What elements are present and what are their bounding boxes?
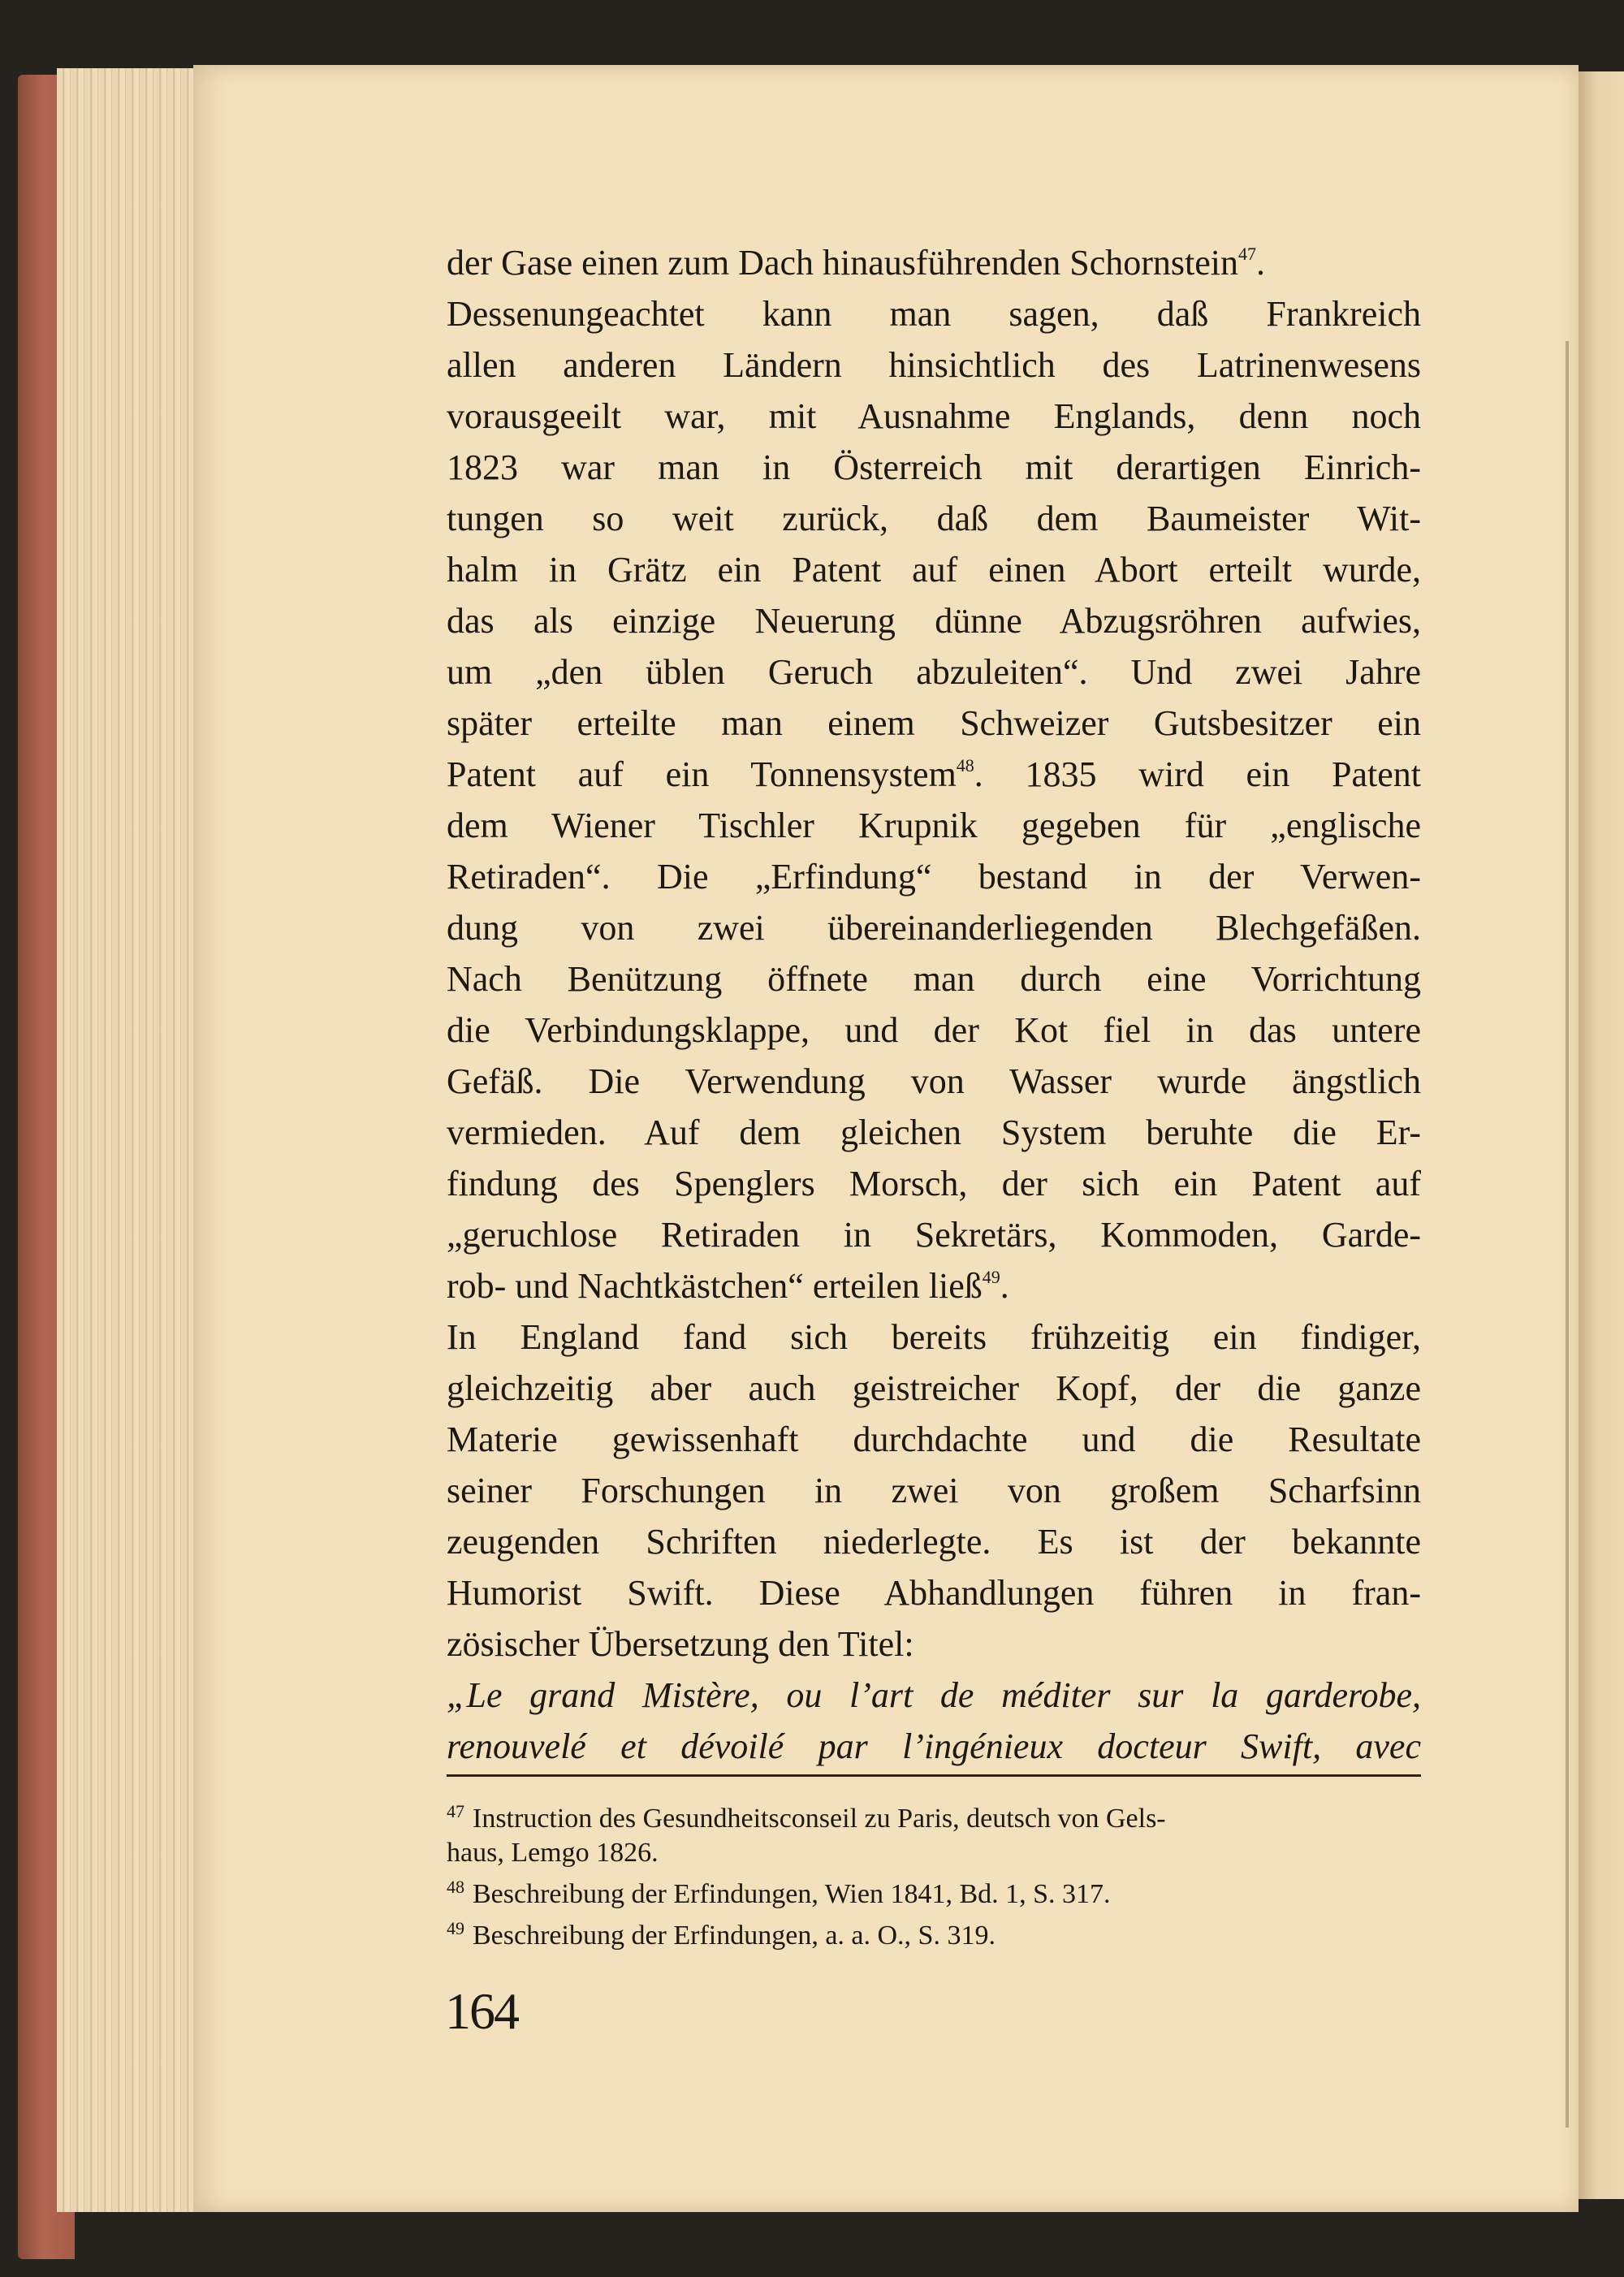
text-line: der Gase einen zum Dach hinausführenden Schornstein$^{47}$. xyxy=(447,243,1266,283)
text-line: Humorist Swift. Diese Abhandlungen führen in fran- xyxy=(447,1573,1421,1613)
footnote-line: $^{48}$ Beschreibung der Erfindungen, Wien 1841, Bd. 1, S. 317. xyxy=(447,1877,1111,1909)
footnote-reference: 47 xyxy=(1238,244,1257,264)
footnote-number: 47 xyxy=(447,1801,464,1821)
text-line: „geruchlose Retiraden in Sekretärs, Kommoden, Garde- xyxy=(447,1215,1421,1255)
text-line: dem Wiener Tischler Krupnik gegeben für „englische xyxy=(447,806,1421,845)
text-line: vermieden. Auf dem gleichen System beruhte die Er- xyxy=(447,1113,1421,1152)
text-line: „Le grand Mistère, ou l’art de méditer sur la garderobe, xyxy=(447,1675,1421,1715)
footnote-reference: 49 xyxy=(982,1267,1000,1287)
text-line: vorausgeeilt war, mit Ausnahme Englands, denn noch xyxy=(447,396,1421,436)
text-line: später erteilte man einem Schweizer Gutsbesitzer ein xyxy=(447,703,1421,743)
text-line: zösischer Übersetzung den Titel: xyxy=(447,1624,914,1664)
text-line: 1823 war man in Österreich mit derartigen Einrich- xyxy=(447,447,1421,487)
text-line: zeugenden Schriften niederlegte. Es ist der bekannte xyxy=(447,1522,1421,1562)
body-text xyxy=(447,237,1421,1772)
text-line: allen anderen Ländern hinsichtlich des Latrinenwesens xyxy=(447,345,1421,385)
gutter-shadow xyxy=(1566,341,1569,2128)
text-line: Retiraden“. Die „Erfindung“ bestand in der Verwen- xyxy=(447,857,1421,897)
page-number: 164 xyxy=(445,1982,518,2040)
text-line: Materie gewissenhaft durchdachte und die Resultate xyxy=(447,1419,1421,1459)
text-line: dung von zwei übereinanderliegenden Blechgefäßen. xyxy=(447,908,1421,948)
footnote-line: $^{49}$ Beschreibung der Erfindungen, a. a. O., S. 319. xyxy=(447,1918,996,1951)
text-line: In England fand sich bereits frühzeitig ein findiger, xyxy=(447,1317,1421,1357)
text-line: findung des Spenglers Morsch, der sich ein Patent auf xyxy=(447,1164,1421,1203)
text-line: Gefäß. Die Verwendung von Wasser wurde ängstlich xyxy=(447,1061,1421,1101)
text-line: die Verbindungsklappe, und der Kot fiel in das untere xyxy=(447,1010,1421,1050)
page-edges xyxy=(57,68,195,2212)
text-line: rob- und Nachtkästchen“ erteilen ließ$^{49}$. xyxy=(447,1266,1009,1306)
footnote-number: 49 xyxy=(447,1918,464,1938)
text-line: Nach Benützung öffnete man durch eine Vorrichtung xyxy=(447,959,1421,999)
footnote-line: $^{47}$ Instruction des Gesundheitsconseil zu Paris, deutsch von Gels- xyxy=(447,1801,1166,1834)
facing-page-edge xyxy=(1579,71,1624,2199)
text-line: Dessenungeachtet kann man sagen, daß Frankreich xyxy=(447,294,1421,334)
text-line: seiner Forschungen in zwei von großem Scharfsinn xyxy=(447,1471,1421,1510)
footnotes xyxy=(447,1795,1421,1953)
text-line: Patent auf ein Tonnensystem$^{48}$. 1835 wird ein Patent xyxy=(447,754,1421,794)
footnote-line: haus, Lemgo 1826. xyxy=(447,1838,659,1868)
footnote-reference: 48 xyxy=(956,755,974,776)
text-line: tungen so weit zurück, daß dem Baumeister Wit- xyxy=(447,499,1421,538)
text-line: halm in Grätz ein Patent auf einen Abort erteilt wurde, xyxy=(447,550,1421,590)
text-line: das als einzige Neuerung dünne Abzugsröhren aufwies, xyxy=(447,601,1421,641)
text-line: renouvelé et dévoilé par l’ingénieux docteur Swift, avec xyxy=(447,1726,1421,1766)
text-line: gleichzeitig aber auch geistreicher Kopf, der die ganze xyxy=(447,1368,1421,1408)
footnote-number: 48 xyxy=(447,1877,464,1897)
text-line: um „den üblen Geruch abzuleiten“. Und zwei Jahre xyxy=(447,652,1421,692)
footnote-rule xyxy=(447,1774,1421,1777)
